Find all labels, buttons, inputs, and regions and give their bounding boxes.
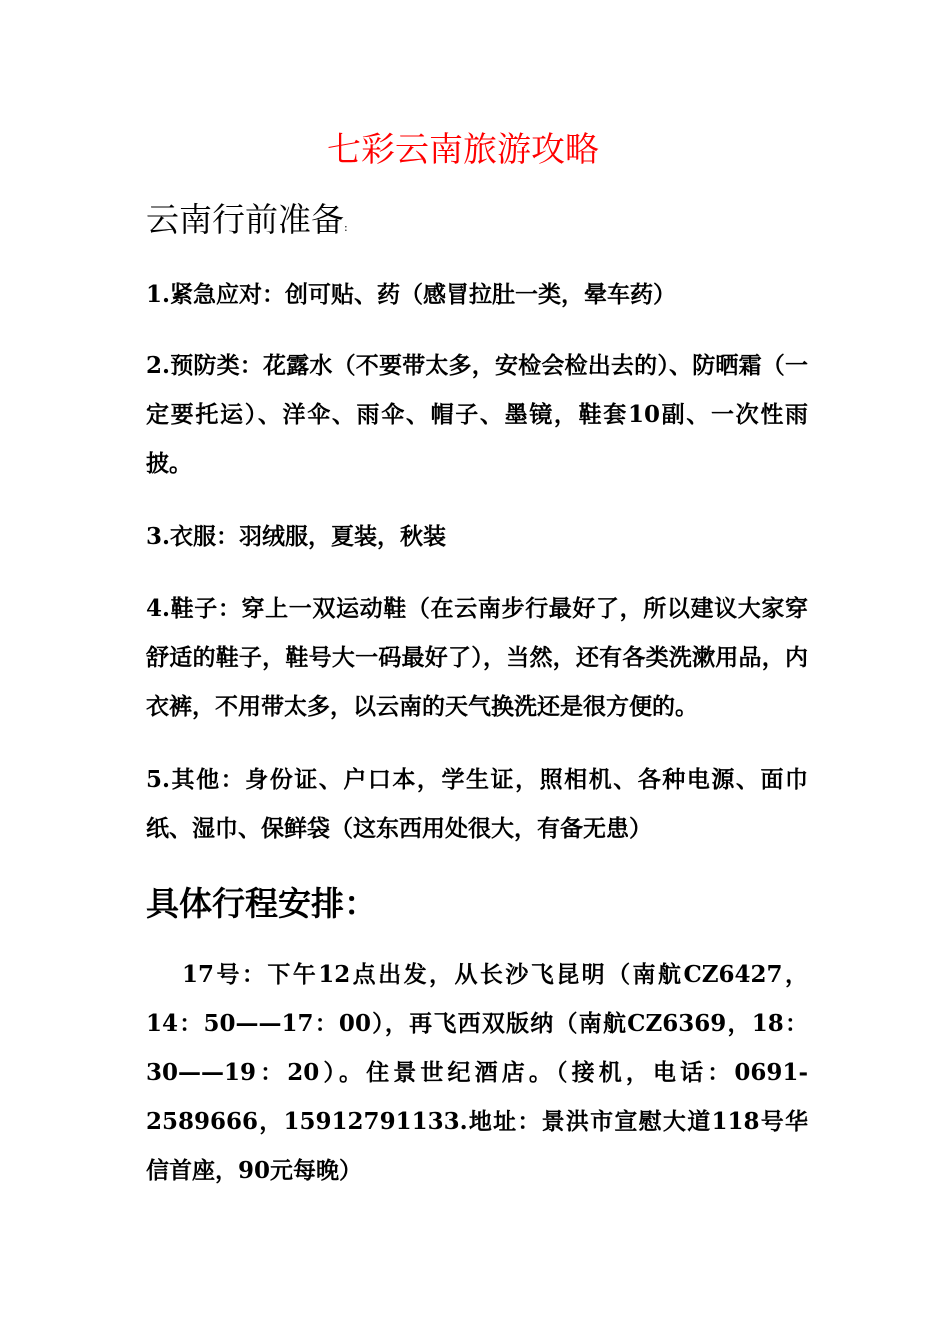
section-heading-itinerary: 具体行程安排： bbox=[146, 884, 377, 923]
prep-item-other: 5.其他：身份证、户口本，学生证，照相机、各种电源、面巾纸、湿巾、保鲜袋（这东西用处很大，有备无患） bbox=[146, 766, 808, 842]
section-heading-preparation bbox=[146, 198, 348, 250]
section-heading-preparation-text: 云南行前准备 bbox=[146, 200, 344, 239]
prep-item-clothing: 3.衣服：羽绒服，夏装，秋装 bbox=[146, 523, 447, 550]
prep-item-prevention: 2.预防类：花露水（不要带太多，安检会检出去的）、防晒霜（一定要托运）、洋伞、雨伞、帽子、墨镜，鞋套10副、一次性雨披。 bbox=[146, 352, 808, 477]
prep-item-shoes: 4.鞋子：穿上一双运动鞋（在云南步行最好了，所以建议大家穿舒适的鞋子，鞋号大一码最好了），当然，还有各类洗漱用品，内衣裤，不用带太多，以云南的天气换洗还是很方便的。 bbox=[146, 595, 808, 720]
document-title: 七彩云南旅游攻略 bbox=[327, 130, 599, 170]
itinerary-day-17: 17号：下午12点出发，从长沙飞昆明（南航CZ6427，14：50——17：00），再飞西双版纳（南航CZ6369，18：30——19：20）。住景世纪酒店。（接机，电话：0691-2589666，15912791133.地址：景洪市宣慰大道118号华信首座，90元每晚） bbox=[146, 961, 808, 1184]
prep-item-emergency: 1.紧急应对：创可贴、药（感冒拉肚一类，晕车药） bbox=[146, 281, 677, 308]
heading-colon: : bbox=[344, 221, 348, 234]
